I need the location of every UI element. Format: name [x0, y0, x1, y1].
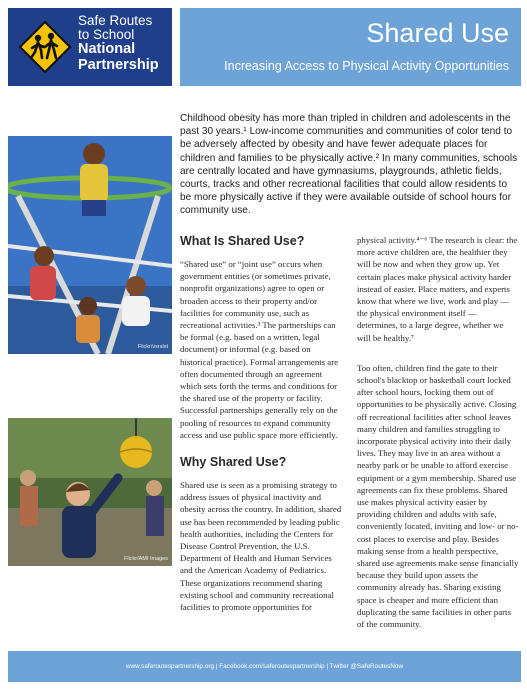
logo-line-4: Partnership — [78, 56, 159, 73]
column-left — [180, 234, 342, 627]
section-heading-why: Why Shared Use? — [180, 455, 287, 470]
ball-illustration — [8, 418, 172, 566]
title-banner — [180, 8, 521, 86]
photo-credit: Flickr/vsrslst — [137, 344, 168, 350]
logo-line-1: Safe Routes — [78, 13, 153, 28]
section-body-what: “Shared use” or “joint use” occurs when government entities (or sometimes private, nonprofit organizations) agree to open or broaden access to their property and/or facilities for community use, such as recreational activities.³ The partnerships can be formal (e.g. based on a written, legal document) or informal (e.g. based on historical practice). Formal arrangements are often documented through an agreement which sets forth the terms and conditions for the shared use of the property or facility. Successful partnerships generally rely on the pooling of resources to expand community access and use public space more efficiently. — [180, 259, 339, 440]
page-title: Shared Use — [366, 18, 509, 48]
body-paragraph: Too often, children find the gate to their school's blacktop or basketball court locked after school hours, locking them out of opportunities to be physically active. Closing off recreational facilities after school leaves many children and families struggling to incorporate physical activity into their daily lives. They may live in an area without a nearby park or be unable to afford exercise equipment or a gym membership. Shared use agreements can fix these problems. Shared use makes physical activity easier by providing children and adults with safe, conveniently located, inviting and low- or no-cost places to exercise and play. Besides making sense from a health perspective, shared use agreements make sense financially because they build upon assets the community already has. Sharing existing space is cheaper and more efficient than duplicating the same facilities in other parts of the community. — [357, 362, 519, 630]
section-heading-what: What Is Shared Use? — [180, 234, 305, 248]
section-body-why: Shared use is seen as a promising strategy to address issues of physical inactivity and obesity across the country. In addition, shared use has been recommended by leading public health authorities, including the Centers for Disease Control Prevention, the U.S. Department of Health and Human Services and the American Academy of Pediatrics. These organizations recommend sharing existing school and community recreational facilities to promote opportunities for — [180, 480, 342, 613]
intro-paragraph: Childhood obesity has more than tripled in children and adolescents in the past 30 years.¹ Low-income communities and communities of color tend to be adversely affected by obesity and have fewer adequate places for children and families to be physically active.² In many communities, schools are centrally located and have gymnasiums, playgrounds, athletic fields, courts, tracks and other recreational facilities that could allow residents to be more physically active if they were available outside of school hours for community use. — [180, 113, 518, 217]
boy-with-ball-photo — [8, 418, 172, 566]
page-subtitle: Increasing Access to Physical Activity Opportunities — [224, 59, 509, 73]
logo-line-2: to School — [78, 27, 135, 43]
logo — [8, 8, 172, 86]
footer-links[interactable]: www.saferoutespartnership.org | Facebook.com/saferoutespartnership | Twitter @SafeRoutesNow — [8, 651, 521, 682]
body-paragraph: physical activity.⁴⁻⁶ The research is clear: the more active children are, the healthier they will be now and when they grow up. Yet certain places make physical activity harder instead of easier. Place matters, and experts know that where we live, work and play — the physical environment itself — determines, to a large degree, whether we will be healthy.⁷ — [357, 235, 518, 343]
playground-photo — [8, 136, 172, 354]
logo-line-3: National — [78, 41, 136, 58]
column-right — [357, 234, 519, 648]
playground-illustration — [8, 136, 172, 354]
logo-text — [78, 14, 159, 73]
school-crossing-sign-icon — [18, 20, 72, 74]
photo-credit: Flickr/AMI Images — [123, 556, 168, 562]
